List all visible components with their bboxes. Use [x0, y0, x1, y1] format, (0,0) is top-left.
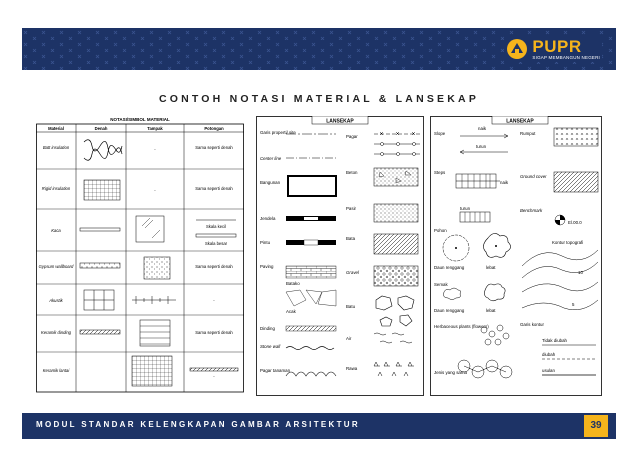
svg-text:Sama seperti denah: Sama seperti denah [195, 186, 233, 191]
table-row: Batt insulation [42, 145, 70, 150]
svg-text:5: 5 [572, 302, 575, 307]
page-title: CONTOH NOTASI MATERIAL & LANSEKAP [158, 93, 480, 105]
logo-text: PUPR [532, 36, 582, 56]
footer-bar [22, 413, 616, 439]
svg-text:Semak: Semak [434, 282, 448, 287]
svg-text:lebat: lebat [486, 308, 496, 313]
header-banner [22, 28, 616, 70]
svg-text:Dinding: Dinding [260, 326, 275, 331]
svg-text:Rumput: Rumput [520, 131, 536, 136]
material-notation-table [36, 116, 244, 396]
svg-text:-: - [154, 188, 156, 193]
col-header-denah: Denah [94, 126, 108, 131]
svg-text:Sama seperti denah: Sama seperti denah [195, 330, 233, 335]
svg-text:Garis kontur: Garis kontur [520, 322, 544, 327]
page-number: 39 [584, 415, 608, 437]
lansekap-landscape-figure [430, 116, 602, 396]
footer-text: MODUL STANDAR KELENGKAPAN GAMBAR ARSITEKTUR [36, 420, 360, 429]
svg-text:Daun renggang: Daun renggang [434, 308, 465, 313]
svg-text:Keramik dinding: Keramik dinding [40, 330, 72, 335]
svg-text:Garis properti/ site: Garis properti/ site [260, 130, 296, 135]
svg-text:Gravel: Gravel [346, 270, 359, 275]
svg-text:Herbaceous plants (flowers): Herbaceous plants (flowers) [434, 324, 489, 329]
svg-text:Pohon: Pohon [434, 228, 447, 233]
svg-text:Kaca: Kaca [51, 228, 61, 233]
svg-text:Pagar tanaman: Pagar tanaman [260, 368, 291, 373]
svg-text:naik: naik [478, 126, 487, 131]
svg-text:El.00.0: El.00.0 [568, 220, 582, 225]
svg-text:Keramik lantai: Keramik lantai [42, 368, 70, 373]
svg-text:Ground cover: Ground cover [520, 174, 547, 179]
svg-text:Benchmark: Benchmark [520, 208, 543, 213]
svg-text:lebat: lebat [486, 265, 496, 270]
svg-text:-: - [213, 298, 215, 303]
svg-text:usulan: usulan [542, 368, 555, 373]
svg-text:Acak: Acak [286, 309, 296, 314]
svg-text:Batako: Batako [286, 281, 300, 286]
svg-text:Bangunan: Bangunan [260, 180, 281, 185]
lansekap-caption: LANSEKAP [326, 118, 354, 125]
table-caption: NOTASI/SIMBOL MATERIAL [110, 117, 170, 122]
col-header-potongan: Potongan [204, 126, 224, 131]
col-header-tampak: Tampak [147, 126, 163, 131]
svg-text:Daun renggang: Daun renggang [434, 265, 465, 270]
svg-text:Stone wall: Stone wall [260, 344, 281, 349]
pupr-logo [504, 36, 602, 62]
svg-text:-: - [154, 147, 156, 152]
svg-text:Kontur topografi: Kontur topografi [552, 240, 584, 245]
svg-text:Skala besar: Skala besar [204, 241, 228, 246]
svg-text:Rawa: Rawa [346, 366, 358, 371]
svg-text:Jenis yang sama: Jenis yang sama [434, 370, 467, 375]
svg-text:Bata: Bata [346, 236, 356, 241]
svg-text:10: 10 [578, 270, 583, 275]
svg-text:Pagar: Pagar [346, 134, 358, 139]
svg-text:Pintu: Pintu [260, 240, 271, 245]
svg-text:Rigid insulation: Rigid insulation [41, 186, 71, 191]
svg-text:Beton: Beton [346, 170, 358, 175]
svg-text:Gypsum wallboard: Gypsum wallboard [38, 264, 74, 269]
lansekap-material-figure [256, 116, 424, 396]
pupr-emblem-icon [506, 38, 528, 60]
svg-text:Air: Air [346, 336, 352, 341]
svg-text:Slope: Slope [434, 131, 446, 136]
svg-text:Skala kecil: Skala kecil [205, 224, 227, 229]
svg-text:Center line: Center line [260, 156, 282, 161]
svg-text:Sama seperti denah: Sama seperti denah [195, 145, 233, 150]
svg-text:diubah: diubah [542, 352, 556, 357]
svg-text:Jendela: Jendela [260, 216, 276, 221]
svg-text:Paving: Paving [260, 264, 274, 269]
svg-text:-: - [213, 374, 215, 379]
svg-text:Pasir: Pasir [346, 206, 357, 211]
svg-text:turun: turun [460, 206, 471, 211]
svg-text:Batu: Batu [346, 304, 356, 309]
lansekap-caption-2: LANSEKAP [506, 118, 534, 125]
svg-text:naik: naik [500, 180, 509, 185]
svg-text:Akustik: Akustik [49, 298, 63, 303]
svg-text:Sama seperti denah: Sama seperti denah [195, 264, 233, 269]
svg-text:Tidak diubah: Tidak diubah [542, 338, 567, 343]
logo-tagline: SIGAP MEMBANGUN NEGERI [532, 54, 600, 60]
svg-text:Steps: Steps [434, 170, 446, 175]
svg-text:turun: turun [476, 144, 487, 149]
col-header-material: Material [48, 126, 64, 131]
